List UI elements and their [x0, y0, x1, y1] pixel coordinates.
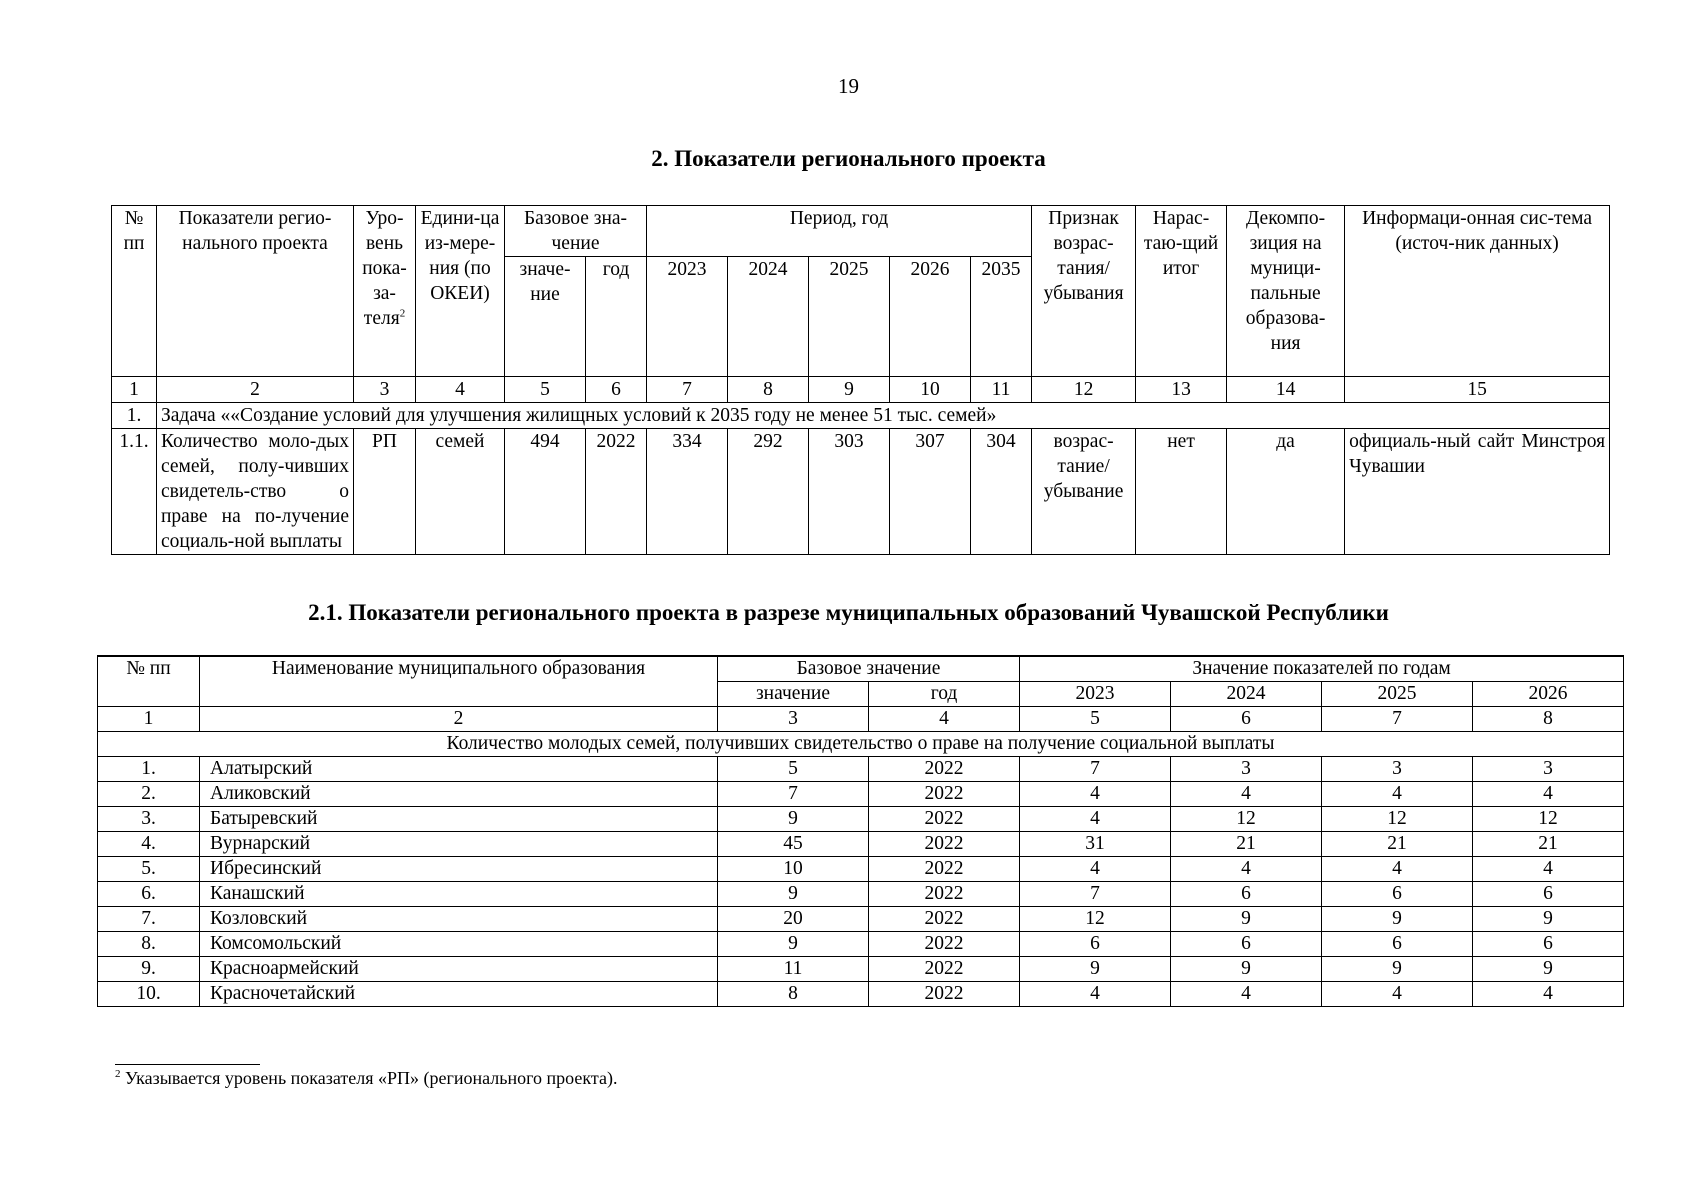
value-2025: 3	[1322, 757, 1473, 782]
table-row	[98, 882, 1624, 907]
value-2024: 9	[1171, 907, 1322, 932]
value-2026: 6	[1473, 932, 1624, 957]
header-values-by-year: Значение показателей по годам	[1020, 656, 1624, 682]
table-row	[98, 857, 1624, 882]
table-row	[98, 932, 1624, 957]
column-number: 4	[869, 707, 1020, 732]
column-number: 3	[718, 707, 869, 732]
value-2026: 6	[1473, 882, 1624, 907]
table-row	[98, 907, 1624, 932]
header-row-1	[98, 656, 1624, 682]
header-row-1	[112, 206, 1610, 257]
column-number: 13	[1136, 377, 1227, 403]
header-unit: Едини-ца из-мере-ния (по ОКЕИ)	[416, 206, 505, 377]
header-year-2025: 2025	[809, 257, 890, 377]
base-value: 9	[718, 932, 869, 957]
row-no: 7.	[98, 907, 200, 932]
header-base-value: значение	[718, 682, 869, 707]
row-no: 1.	[98, 757, 200, 782]
value-2025: 21	[1322, 832, 1473, 857]
value-2024: 4	[1171, 982, 1322, 1007]
task-row	[112, 403, 1610, 429]
group-caption-row	[98, 732, 1624, 757]
column-number: 12	[1032, 377, 1136, 403]
indicator-unit: семей	[416, 429, 505, 555]
value-2025: 4	[1322, 982, 1473, 1007]
municipality-name: Козловский	[200, 907, 718, 932]
indicator-value-2023: 334	[647, 429, 728, 555]
column-number: 9	[809, 377, 890, 403]
footnote-separator	[115, 1064, 260, 1065]
base-value: 45	[718, 832, 869, 857]
column-number: 4	[416, 377, 505, 403]
indicator-sign: возрас-тание/ убывание	[1032, 429, 1136, 555]
value-2023: 4	[1020, 782, 1171, 807]
municipality-name: Красночетайский	[200, 982, 718, 1007]
base-value: 10	[718, 857, 869, 882]
column-number: 2	[200, 707, 718, 732]
value-2023: 6	[1020, 932, 1171, 957]
task-text: Задача ««Создание условий для улучшения жилищных условий к 2035 году не менее 51 тыс. семей»	[157, 403, 1610, 429]
row-no: 10.	[98, 982, 200, 1007]
municipality-name: Аликовский	[200, 782, 718, 807]
header-cumulative: Нарас-таю-щий итог	[1136, 206, 1227, 377]
value-2026: 4	[1473, 782, 1624, 807]
value-2024: 21	[1171, 832, 1322, 857]
header-year-2026: 2026	[890, 257, 971, 377]
indicator-no: 1.1.	[112, 429, 157, 555]
column-number: 1	[112, 377, 157, 403]
value-2024: 12	[1171, 807, 1322, 832]
base-value: 20	[718, 907, 869, 932]
value-2025: 4	[1322, 782, 1473, 807]
column-number: 6	[1171, 707, 1322, 732]
indicator-base-value: 494	[505, 429, 586, 555]
column-number: 8	[1473, 707, 1624, 732]
municipality-name: Вурнарский	[200, 832, 718, 857]
row-no: 5.	[98, 857, 200, 882]
value-2026: 9	[1473, 907, 1624, 932]
municipal-indicators-table	[97, 655, 1624, 1007]
indicator-value-2025: 303	[809, 429, 890, 555]
base-year: 2022	[869, 932, 1020, 957]
value-2023: 31	[1020, 832, 1171, 857]
value-2025: 6	[1322, 882, 1473, 907]
row-no: 9.	[98, 957, 200, 982]
value-2024: 4	[1171, 782, 1322, 807]
section-title-municipal: 2.1. Показатели регионального проекта в разрезе муниципальных образований Чувашской Республики	[308, 600, 1389, 625]
value-2026: 4	[1473, 857, 1624, 882]
indicator-cumulative: нет	[1136, 429, 1227, 555]
footnote	[115, 1068, 617, 1089]
municipal-rows	[98, 757, 1624, 1007]
base-year: 2022	[869, 982, 1020, 1007]
base-value: 5	[718, 757, 869, 782]
header-year-2026: 2026	[1473, 682, 1624, 707]
indicator-name: Количество моло-дых семей, полу-чивших свидетель-ство о праве на по-лучение социаль-ной выплаты	[157, 429, 354, 555]
row-no: 3.	[98, 807, 200, 832]
header-period: Период, год	[647, 206, 1032, 257]
column-number-row	[112, 377, 1610, 403]
base-value: 9	[718, 882, 869, 907]
column-number: 8	[728, 377, 809, 403]
row-no: 8.	[98, 932, 200, 957]
header-year-2023: 2023	[1020, 682, 1171, 707]
municipality-name: Канашский	[200, 882, 718, 907]
base-year: 2022	[869, 857, 1020, 882]
indicator-decomposition: да	[1227, 429, 1345, 555]
table-row	[98, 807, 1624, 832]
header-indicator: Показатели регио-нального проекта	[157, 206, 354, 377]
header-base-value: значе-ние	[505, 257, 586, 377]
base-year: 2022	[869, 807, 1020, 832]
base-value: 7	[718, 782, 869, 807]
table-row	[98, 982, 1624, 1007]
indicator-base-year: 2022	[586, 429, 647, 555]
value-2026: 12	[1473, 807, 1624, 832]
value-2023: 4	[1020, 807, 1171, 832]
row-no: 6.	[98, 882, 200, 907]
base-value: 11	[718, 957, 869, 982]
value-2024: 3	[1171, 757, 1322, 782]
base-value: 9	[718, 807, 869, 832]
indicator-infosystem: официаль-ный сайт Минстроя Чувашии	[1345, 429, 1610, 555]
header-year-2023: 2023	[647, 257, 728, 377]
column-number: 6	[586, 377, 647, 403]
value-2025: 4	[1322, 857, 1473, 882]
value-2025: 9	[1322, 907, 1473, 932]
row-no: 2.	[98, 782, 200, 807]
column-number: 3	[354, 377, 416, 403]
header-infosystem: Информаци-онная сис-тема (источ-ник данных)	[1345, 206, 1610, 377]
base-year: 2022	[869, 957, 1020, 982]
footnote-ref: 2	[399, 307, 406, 320]
value-2024: 6	[1171, 882, 1322, 907]
header-name: Наименование муниципального образования	[200, 656, 718, 707]
value-2026: 4	[1473, 982, 1624, 1007]
value-2023: 4	[1020, 857, 1171, 882]
municipality-name: Красноармейский	[200, 957, 718, 982]
header-year-2025: 2025	[1322, 682, 1473, 707]
base-year: 2022	[869, 757, 1020, 782]
value-2026: 9	[1473, 957, 1624, 982]
value-2024: 4	[1171, 857, 1322, 882]
value-2023: 4	[1020, 982, 1171, 1007]
table-row	[98, 757, 1624, 782]
value-2026: 21	[1473, 832, 1624, 857]
column-number: 5	[505, 377, 586, 403]
base-year: 2022	[869, 782, 1020, 807]
municipality-name: Ибресинский	[200, 857, 718, 882]
header-base: Базовое значение	[718, 656, 1020, 682]
indicator-value-2035: 304	[971, 429, 1032, 555]
base-year: 2022	[869, 882, 1020, 907]
municipality-name: Алатырский	[200, 757, 718, 782]
footnote-text: Указывается уровень показателя «РП» (регионального проекта).	[120, 1068, 618, 1088]
indicator-row	[112, 429, 1610, 555]
footnote-mark: 2	[115, 1068, 121, 1080]
header-no: № пп	[112, 206, 157, 377]
column-number-row	[98, 707, 1624, 732]
value-2023: 7	[1020, 882, 1171, 907]
group-caption: Количество молодых семей, получивших свидетельство о праве на получение социальной выплаты	[98, 732, 1624, 757]
regional-indicators-table	[111, 205, 1610, 555]
column-number: 7	[647, 377, 728, 403]
value-2023: 9	[1020, 957, 1171, 982]
header-base-year: год	[586, 257, 647, 377]
header-base-year: год	[869, 682, 1020, 707]
municipality-name: Комсомольский	[200, 932, 718, 957]
header-year-2035: 2035	[971, 257, 1032, 377]
header-base: Базовое зна-чение	[505, 206, 647, 257]
column-number: 15	[1345, 377, 1610, 403]
column-number: 5	[1020, 707, 1171, 732]
value-2026: 3	[1473, 757, 1624, 782]
indicator-value-2026: 307	[890, 429, 971, 555]
header-level: Уро-вень пока-за-теля$^2$	[354, 206, 416, 377]
column-number: 1	[98, 707, 200, 732]
header-decomposition: Декомпо-зиция на муници-пальные образова-ния	[1227, 206, 1345, 377]
indicator-level: РП	[354, 429, 416, 555]
base-year: 2022	[869, 907, 1020, 932]
header-sign: Признак возрас-тания/ убывания	[1032, 206, 1136, 377]
table-row	[98, 832, 1624, 857]
column-number: 2	[157, 377, 354, 403]
table-row	[98, 782, 1624, 807]
header-year-2024: 2024	[728, 257, 809, 377]
page-number: 19	[838, 74, 859, 98]
municipality-name: Батыревский	[200, 807, 718, 832]
header-year-2024: 2024	[1171, 682, 1322, 707]
column-number: 14	[1227, 377, 1345, 403]
header-no: № пп	[98, 656, 200, 707]
value-2024: 6	[1171, 932, 1322, 957]
column-number: 10	[890, 377, 971, 403]
value-2025: 9	[1322, 957, 1473, 982]
value-2023: 7	[1020, 757, 1171, 782]
column-number: 11	[971, 377, 1032, 403]
value-2025: 6	[1322, 932, 1473, 957]
value-2023: 12	[1020, 907, 1171, 932]
row-no: 4.	[98, 832, 200, 857]
base-year: 2022	[869, 832, 1020, 857]
value-2025: 12	[1322, 807, 1473, 832]
task-no: 1.	[112, 403, 157, 429]
section-title-indicators: 2. Показатели регионального проекта	[651, 146, 1046, 171]
base-value: 8	[718, 982, 869, 1007]
table-row	[98, 957, 1624, 982]
column-number: 7	[1322, 707, 1473, 732]
value-2024: 9	[1171, 957, 1322, 982]
indicator-value-2024: 292	[728, 429, 809, 555]
